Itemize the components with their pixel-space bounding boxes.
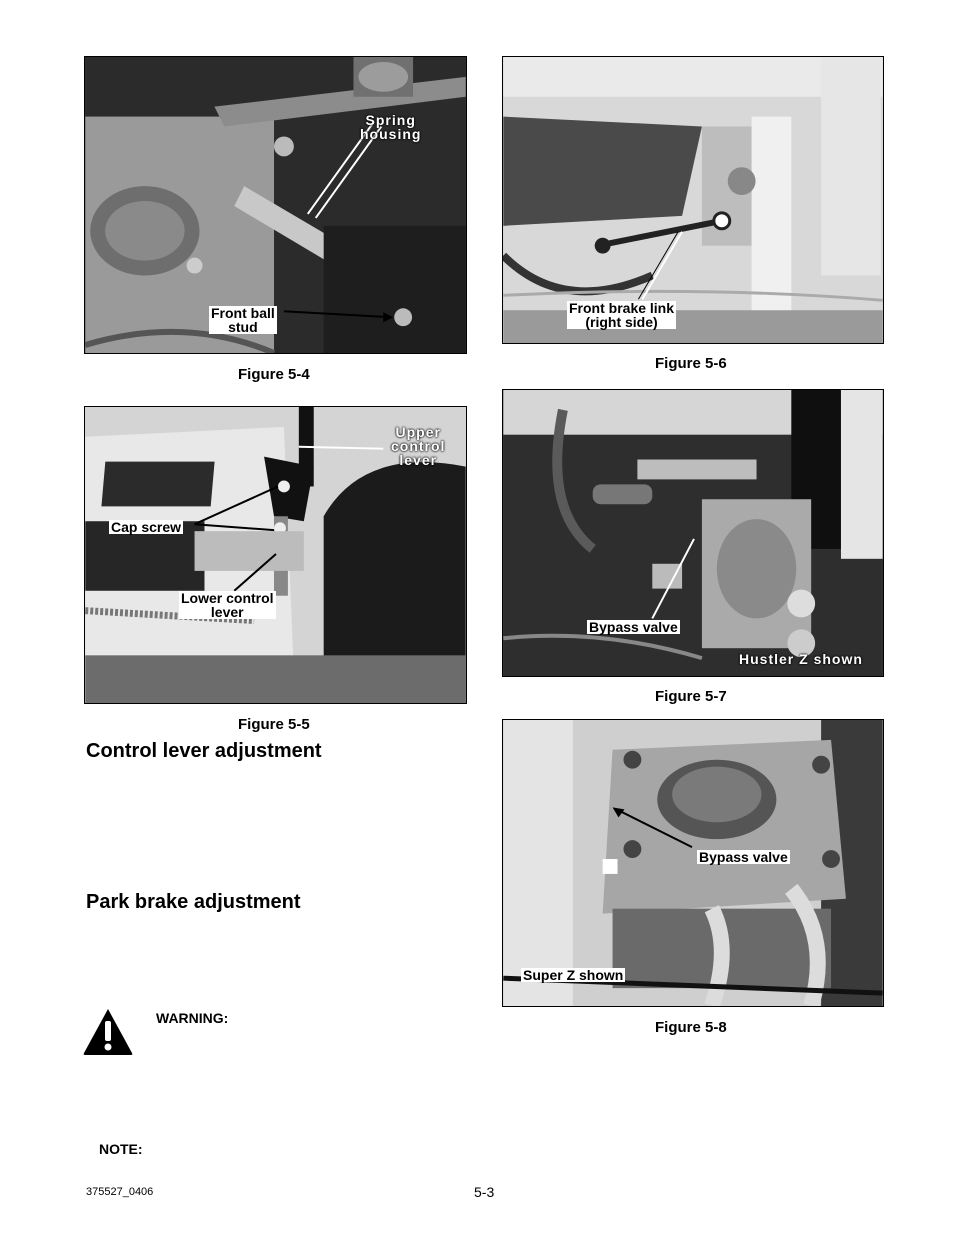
spring-housing-callout: Spring housing [360,112,422,142]
document-number: 375527_0406 [86,1186,154,1198]
figure-5-8-caption: Figure 5-8 [655,1019,727,1036]
figure-5-5-caption: Figure 5-5 [238,716,310,733]
figure-5-4-photo [84,56,467,354]
figure-5-4-caption: Figure 5-4 [238,366,310,383]
figure-5-7-caption: Figure 5-7 [655,688,727,705]
figure-5-6-illustration [503,57,883,343]
hustler-z-shown-label: Hustler Z shown [739,651,863,667]
page-number: 5-3 [474,1184,495,1200]
warning-triangle-icon [82,1007,134,1057]
lower-control-lever-callout: Lower control lever [181,590,274,620]
note-label: NOTE: [99,1141,143,1157]
upper-control-lever-callout: Upper control lever [391,424,446,468]
bypass-valve-callout-fig7: Bypass valve [589,619,678,635]
figure-5-6-caption: Figure 5-6 [655,355,727,372]
figure-5-7-illustration [503,390,883,676]
super-z-shown-label: Super Z shown [523,967,624,983]
control-lever-adjustment-heading: Control lever adjustment [86,740,322,762]
figure-5-8-illustration [503,720,883,1006]
figure-5-6-photo [502,56,884,344]
cap-screw-callout: Cap screw [111,519,182,535]
figure-5-5-photo [84,406,467,704]
bypass-valve-callout-fig8: Bypass valve [699,849,788,865]
front-brake-link-callout: Front brake link (right side) [569,300,675,330]
figure-5-7-photo [502,389,884,677]
warning-label: WARNING: [156,1010,229,1026]
park-brake-adjustment-heading: Park brake adjustment [86,891,301,913]
front-ball-stud-callout: Front ball stud [211,305,275,335]
figure-5-8-photo [502,719,884,1007]
